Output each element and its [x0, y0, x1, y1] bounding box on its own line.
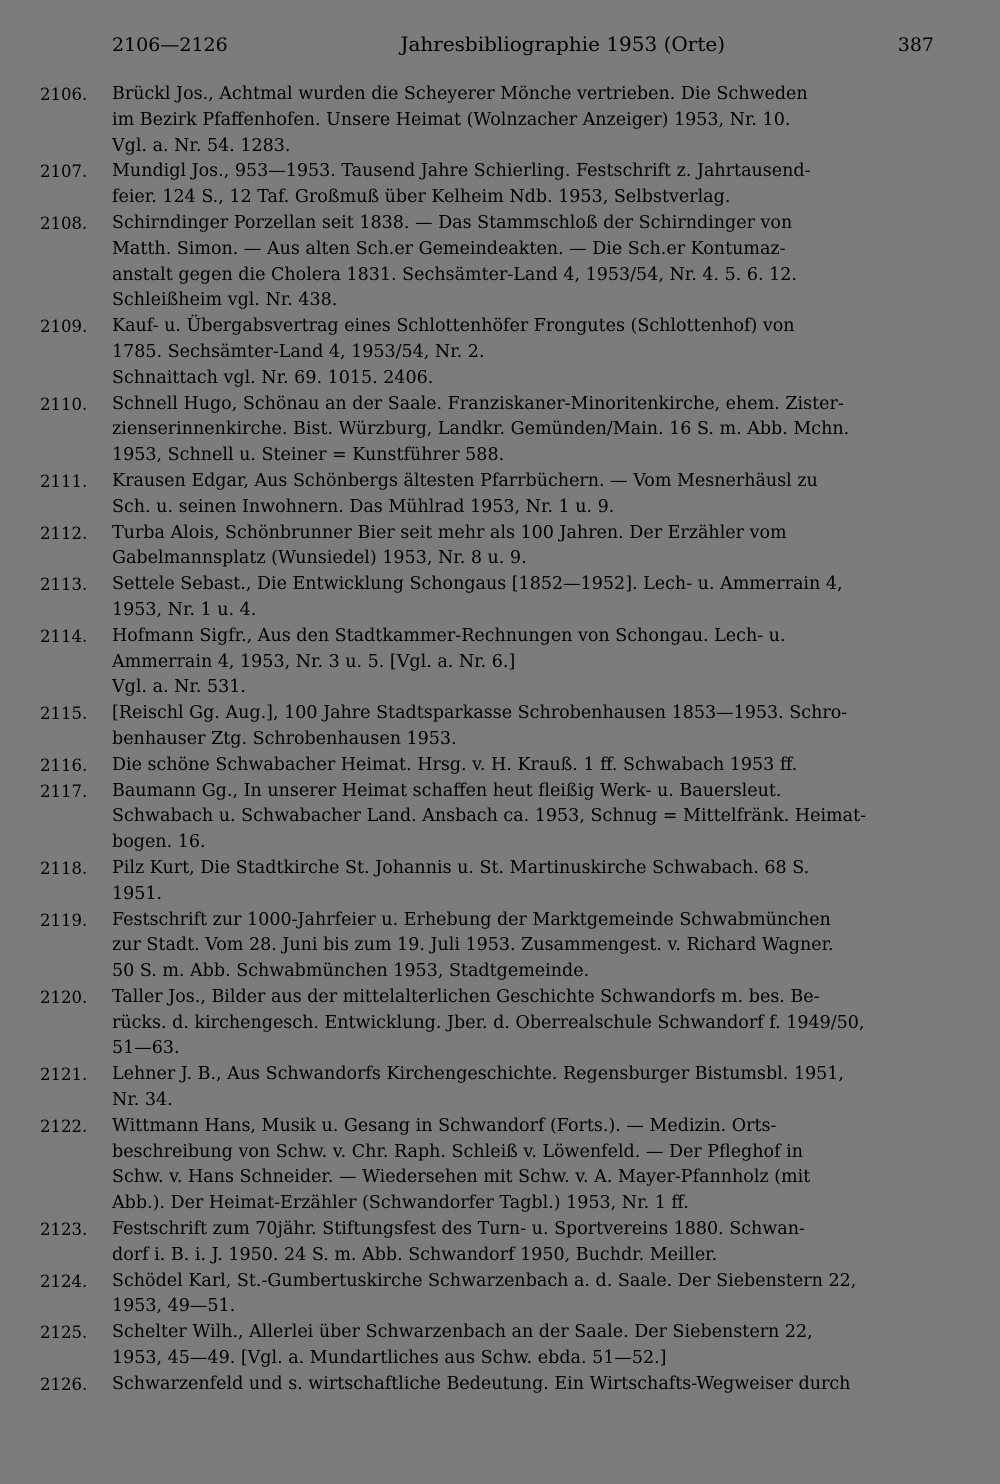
- entry-list: [0, 82, 1000, 1398]
- entry-line: Brückl Jos., Achtmal wurden die Scheyerer Mönche vertrieben. Die Schweden: [112, 84, 808, 104]
- entry-text: [112, 753, 934, 779]
- entry-line: Lehner J. B., Aus Schwandorfs Kirchengeschichte. Regensburger Bistumsbl. 1951,: [112, 1064, 844, 1085]
- entry-line: Schnaittach vgl. Nr. 69. 1015. 2406.: [112, 367, 434, 388]
- page-number: 387: [897, 34, 934, 56]
- entry-number: 2125.: [40, 1323, 88, 1343]
- entry-number: 2122.: [40, 1116, 88, 1136]
- entry-text: [112, 1062, 934, 1114]
- entry-line: Nr. 34.: [112, 1090, 173, 1111]
- entry-line: feier. 124 S., 12 Taf. Großmuß über Kelheim Ndb. 1953, Selbstverlag.: [112, 187, 731, 208]
- bibliography-entry: [0, 314, 1000, 391]
- entry-line: [Reischl Gg. Aug.], 100 Jahre Stadtsparkasse Schrobenhausen 1853—1953. Schro-: [112, 703, 848, 724]
- entry-line: Abb.). Der Heimat-Erzähler (Schwandorfer Tagbl.) 1953, Nr. 1 ff.: [112, 1193, 689, 1214]
- entry-text: [112, 701, 934, 753]
- bibliography-entry: [0, 701, 1000, 753]
- entry-line: bogen. 16.: [112, 832, 206, 853]
- entry-text: [112, 1320, 934, 1372]
- entry-line: Schwabach u. Schwabacher Land. Ansbach ca. 1953, Schnug = Mittelfränk. Heimat-: [112, 806, 867, 827]
- entry-line: 1953, Nr. 1 u. 4.: [112, 599, 257, 620]
- entry-number: 2113.: [40, 575, 88, 595]
- entry-text: [112, 985, 934, 1062]
- bibliography-entry: [0, 1320, 1000, 1372]
- entry-line: Vgl. a. Nr. 531.: [112, 677, 246, 698]
- bibliography-entry: [0, 1372, 1000, 1398]
- entry-text: [112, 572, 934, 624]
- header-entry-range: 2106—2126: [112, 34, 228, 56]
- entry-line: Hofmann Sigfr., Aus den Stadtkammer-Rechnungen von Schongau. Lech- u.: [112, 625, 786, 646]
- bibliography-entry: [0, 779, 1000, 856]
- entry-number: 2109.: [40, 317, 88, 337]
- entry-line: Sch. u. seinen Inwohnern. Das Mühlrad 1953, Nr. 1 u. 9.: [112, 496, 615, 517]
- entry-line: im Bezirk Pfaffenhofen. Unsere Heimat (Wolnzacher Anzeiger) 1953, Nr. 10.: [112, 109, 791, 130]
- entry-text: [112, 82, 934, 159]
- entry-number: 2108.: [40, 213, 88, 233]
- entry-number: 2115.: [40, 704, 88, 724]
- entry-line: Pilz Kurt, Die Stadtkirche St. Johannis u. St. Martinuskirche Schwabach. 68 S.: [112, 857, 810, 878]
- entry-number: 2116.: [40, 755, 88, 775]
- bibliography-entry: [0, 1269, 1000, 1321]
- entry-number: 2126.: [40, 1374, 88, 1394]
- entry-line: Festschrift zur 1000-Jahrfeier u. Erhebung der Marktgemeinde Schwabmünchen: [112, 909, 831, 930]
- entry-number: 2120.: [40, 987, 88, 1007]
- entry-line: dorf i. B. i. J. 1950. 24 S. m. Abb. Schwandorf 1950, Buchdr. Meiller.: [112, 1244, 718, 1265]
- entry-line: 1785. Sechsämter-Land 4, 1953/54, Nr. 2.: [112, 341, 485, 362]
- entry-text: [112, 908, 934, 985]
- entry-number: 2107.: [40, 162, 88, 182]
- entry-line: Schwarzenfeld und s. wirtschaftliche Bedeutung. Ein Wirtschafts-Wegweiser durch: [112, 1373, 851, 1394]
- entry-line: 1953, 45—49. [Vgl. a. Mundartliches aus Schw. ebda. 51—52.]: [112, 1348, 667, 1369]
- entry-line: Mundigl Jos., 953—1953. Tausend Jahre Schierling. Festschrift z. Jahrtausend-: [112, 161, 811, 182]
- entry-line: Ammerrain 4, 1953, Nr. 3 u. 5. [Vgl. a. Nr. 6.]: [112, 651, 516, 672]
- entry-line: anstalt gegen die Cholera 1831. Sechsämter-Land 4, 1953/54, Nr. 4. 5. 6. 12.: [112, 264, 797, 285]
- entry-text: [112, 624, 934, 701]
- entry-line: Taller Jos., Bilder aus der mittelalterlichen Geschichte Schwandorfs m. bes. Be-: [112, 986, 820, 1007]
- entry-text: [112, 159, 934, 211]
- bibliography-entry: [0, 1062, 1000, 1114]
- entry-line: zienserinnenkirche. Bist. Würzburg, Landkr. Gemünden/Main. 16 S. m. Abb. Mchn.: [112, 419, 850, 440]
- entry-number: 2111.: [40, 471, 88, 491]
- entry-line: Schödel Karl, St.-Gumbertuskirche Schwarzenbach a. d. Saale. Der Siebenstern 22,: [112, 1270, 857, 1291]
- bibliography-entry: [0, 521, 1000, 573]
- entry-text: [112, 1114, 934, 1217]
- bibliography-entry: [0, 392, 1000, 469]
- entry-line: Schleißheim vgl. Nr. 438.: [112, 290, 338, 311]
- entry-text: [112, 779, 934, 856]
- entry-number: 2112.: [40, 523, 88, 543]
- entry-line: Schelter Wilh., Allerlei über Schwarzenbach an der Saale. Der Siebenstern 22,: [112, 1322, 813, 1343]
- bibliography-entry: [0, 1114, 1000, 1217]
- entry-line: Vgl. a. Nr. 54. 1283.: [112, 135, 291, 156]
- entry-number: 2114.: [40, 626, 88, 646]
- entry-line: Settele Sebast., Die Entwicklung Schongaus [1852—1952]. Lech- u. Ammerrain 4,: [112, 574, 843, 595]
- entry-line: Turba Alois, Schönbrunner Bier seit mehr als 100 Jahren. Der Erzähler vom: [112, 522, 787, 543]
- entry-line: Baumann Gg., In unserer Heimat schaffen heut fleißig Werk- u. Bauersleut.: [112, 780, 782, 801]
- entry-text: [112, 1269, 934, 1321]
- entry-text: [112, 392, 934, 469]
- entry-line: Festschrift zum 70jähr. Stiftungsfest des Turn- u. Sportvereins 1880. Schwan-: [112, 1219, 805, 1240]
- entry-line: Kauf- u. Übergabsvertrag eines Schlottenhöfer Frongutes (Schlottenhof) von: [112, 316, 795, 337]
- bibliography-entry: [0, 856, 1000, 908]
- entry-line: rücks. d. kirchengesch. Entwicklung. Jber. d. Oberrealschule Schwandorf f. 1949/50,: [112, 1012, 865, 1033]
- entry-line: zur Stadt. Vom 28. Juni bis zum 19. Juli 1953. Zusammengest. v. Richard Wagner.: [112, 935, 834, 956]
- entry-number: 2117.: [40, 781, 88, 801]
- entry-line: 1953, 49—51.: [112, 1296, 236, 1317]
- entry-line: Wittmann Hans, Musik u. Gesang in Schwandorf (Forts.). — Medizin. Orts-: [112, 1115, 777, 1136]
- entry-line: Schw. v. Hans Schneider. — Wiedersehen mit Schw. v. A. Mayer-Pfannholz (mit: [112, 1167, 811, 1188]
- bibliography-entry: [0, 985, 1000, 1062]
- bibliography-entry: [0, 908, 1000, 985]
- entry-line: 50 S. m. Abb. Schwabmünchen 1953, Stadtgemeinde.: [112, 961, 590, 982]
- entry-text: [112, 521, 934, 573]
- entry-number: 2119.: [40, 910, 88, 930]
- entry-text: [112, 211, 934, 314]
- entry-number: 2106.: [40, 85, 88, 104]
- bibliography-entry: [0, 159, 1000, 211]
- bibliography-entry: [0, 82, 1000, 159]
- entry-number: 2121.: [40, 1065, 88, 1085]
- entry-line: Gabelmannsplatz (Wunsiedel) 1953, Nr. 8 u. 9.: [112, 548, 527, 569]
- entry-line: Die schöne Schwabacher Heimat. Hrsg. v. H. Krauß. 1 ff. Schwabach 1953 ff.: [112, 754, 798, 775]
- entry-number: 2118.: [40, 858, 88, 878]
- entry-text: [112, 469, 934, 521]
- header-title: Jahresbibliographie 1953 (Orte): [400, 32, 726, 56]
- bibliography-entry: [0, 469, 1000, 521]
- entry-line: 1951.: [112, 883, 163, 904]
- entry-number: 2124.: [40, 1271, 88, 1291]
- entry-line: Krausen Edgar, Aus Schönbergs ältesten Pfarrbüchern. — Vom Mesnerhäusl zu: [112, 470, 818, 491]
- entry-line: 1953, Schnell u. Steiner = Kunstführer 588.: [112, 445, 505, 466]
- page-header: [112, 32, 934, 60]
- entry-line: 51—63.: [112, 1038, 180, 1059]
- bibliography-entry: [0, 1217, 1000, 1269]
- entry-number: 2110.: [40, 394, 88, 414]
- entry-line: Schnell Hugo, Schönau an der Saale. Franziskaner-Minoritenkirche, ehem. Zister-: [112, 393, 844, 414]
- entry-number: 2123.: [40, 1220, 88, 1240]
- bibliography-entry: [0, 572, 1000, 624]
- entry-line: benhauser Ztg. Schrobenhausen 1953.: [112, 728, 457, 749]
- entry-line: beschreibung von Schw. v. Chr. Raph. Schleiß v. Löwenfeld. — Der Pfleghof in: [112, 1141, 803, 1162]
- entry-line: Matth. Simon. — Aus alten Sch.er Gemeindeakten. — Die Sch.er Kontumaz-: [112, 238, 786, 259]
- bibliography-entry: [0, 211, 1000, 314]
- entry-text: [112, 1217, 934, 1269]
- entry-line: Schirndinger Porzellan seit 1838. — Das Stammschloß der Schirndinger von: [112, 212, 793, 233]
- entry-text: [112, 1372, 934, 1398]
- entry-text: [112, 856, 934, 908]
- entry-text: [112, 314, 934, 391]
- bibliography-entry: [0, 624, 1000, 701]
- bibliography-entry: [0, 753, 1000, 779]
